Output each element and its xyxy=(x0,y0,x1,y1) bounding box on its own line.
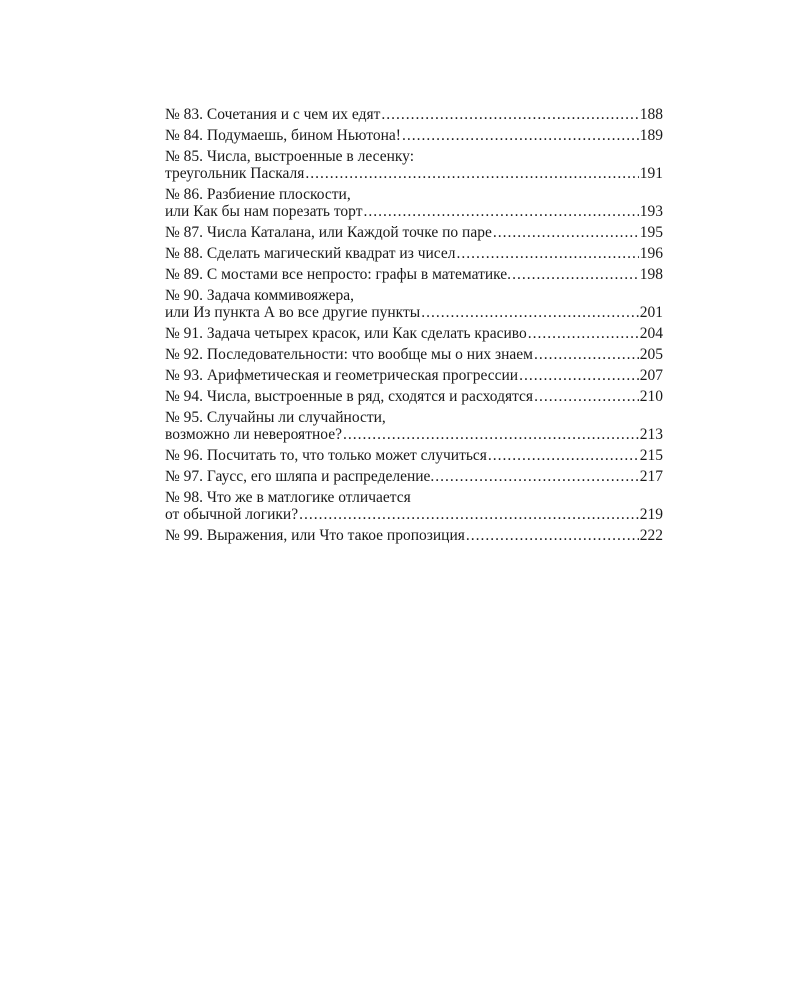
toc-entry xyxy=(165,346,663,363)
toc-entry xyxy=(165,468,663,485)
toc-entry-title: № 89. С мостами все непросто: графы в математике. xyxy=(165,266,512,283)
toc-page-number: 201 xyxy=(639,304,663,321)
dot-leader xyxy=(421,304,639,321)
toc-entry-line xyxy=(165,367,663,384)
toc-page-number: 193 xyxy=(639,203,663,220)
toc-entry-title: или Из пункта А во все другие пункты xyxy=(165,304,421,321)
dot-leader xyxy=(534,388,639,405)
toc-entry xyxy=(165,447,663,464)
dot-leader xyxy=(305,165,638,182)
toc-entry xyxy=(165,224,663,241)
dot-leader xyxy=(493,224,639,241)
dot-leader xyxy=(381,106,638,123)
toc-entry-title: № 95. Случайны ли случайности, xyxy=(165,409,386,426)
toc-entry xyxy=(165,148,663,182)
toc-entry-title: № 97. Гаусс, его шляпа и распределение. xyxy=(165,468,435,485)
toc-entry-title: возможно ли невероятное? xyxy=(165,426,342,443)
toc-entry-title: № 92. Последовательности: что вообще мы о них знаем xyxy=(165,346,533,363)
toc-entry xyxy=(165,325,663,342)
toc-page-number: 198 xyxy=(639,266,663,283)
toc-entry xyxy=(165,287,663,321)
toc-entry xyxy=(165,388,663,405)
toc-entry-title: № 93. Арифметическая и геометрическая прогрессии xyxy=(165,367,519,384)
toc-entry-title: № 84. Подумаешь, бином Ньютона! xyxy=(165,127,401,144)
toc-entry-line xyxy=(165,148,663,165)
toc-entry-line xyxy=(165,266,663,283)
toc-entry-line xyxy=(165,127,663,144)
toc-entry-title: № 91. Задача четырех красок, или Как сделать красиво xyxy=(165,325,527,342)
toc-page-number: 213 xyxy=(639,426,663,443)
toc-entry-line xyxy=(165,447,663,464)
toc-entry-title: треугольник Паскаля xyxy=(165,165,305,182)
toc-page-number: 210 xyxy=(639,388,663,405)
toc-entry-line xyxy=(165,468,663,485)
toc-entry xyxy=(165,409,663,443)
toc-entry-line xyxy=(165,426,663,443)
toc-entry xyxy=(165,527,663,544)
toc-entry-line xyxy=(165,527,663,544)
toc-entry-line xyxy=(165,346,663,363)
toc-page-number: 217 xyxy=(639,468,663,485)
dot-leader xyxy=(343,426,639,443)
toc-entry-title: № 90. Задача коммивояжера, xyxy=(165,287,355,304)
toc-entry-line xyxy=(165,409,663,426)
toc-entry xyxy=(165,106,663,123)
toc-entry-line xyxy=(165,506,663,523)
toc-entry-title: № 98. Что же в матлогике отличается xyxy=(165,489,411,506)
toc-entry-line xyxy=(165,203,663,220)
toc-entry-line xyxy=(165,325,663,342)
toc-entry-title: № 87. Числа Каталана, или Каждой точке по паре xyxy=(165,224,492,241)
toc-entry xyxy=(165,127,663,144)
dot-leader xyxy=(299,506,639,523)
toc-page-number: 204 xyxy=(639,325,663,342)
toc-page-number: 205 xyxy=(639,346,663,363)
toc-entry-title: № 86. Разбиение плоскости, xyxy=(165,186,351,203)
dot-leader xyxy=(466,527,639,544)
toc-page-number: 207 xyxy=(639,367,663,384)
toc-page-number: 196 xyxy=(639,245,663,262)
toc-entry-line xyxy=(165,245,663,262)
toc-page-number: 189 xyxy=(639,127,663,144)
toc-entry-line xyxy=(165,165,663,182)
toc-page-number: 195 xyxy=(639,224,663,241)
dot-leader xyxy=(402,127,639,144)
table-of-contents xyxy=(165,106,663,548)
toc-entry xyxy=(165,489,663,523)
dot-leader xyxy=(528,325,639,342)
toc-entry-line xyxy=(165,489,663,506)
dot-leader xyxy=(519,367,639,384)
toc-entry-line xyxy=(165,388,663,405)
toc-page-number: 222 xyxy=(639,527,663,544)
toc-entry-title: № 83. Сочетания и с чем их едят xyxy=(165,106,381,123)
dot-leader xyxy=(512,266,639,283)
toc-page-number: 188 xyxy=(639,106,663,123)
toc-entry xyxy=(165,266,663,283)
toc-page-number: 215 xyxy=(639,447,663,464)
toc-entry-line xyxy=(165,224,663,241)
toc-entry-title: № 99. Выражения, или Что такое пропозиция xyxy=(165,527,465,544)
toc-entry xyxy=(165,367,663,384)
dot-leader xyxy=(456,245,638,262)
dot-leader xyxy=(363,203,638,220)
toc-entry xyxy=(165,245,663,262)
toc-entry-title: № 88. Сделать магический квадрат из чисел xyxy=(165,245,456,262)
toc-entry-title: от обычной логики? xyxy=(165,506,299,523)
dot-leader xyxy=(534,346,639,363)
toc-page-number: 219 xyxy=(639,506,663,523)
toc-entry-line xyxy=(165,287,663,304)
dot-leader xyxy=(435,468,638,485)
toc-entry xyxy=(165,186,663,220)
dot-leader xyxy=(488,447,639,464)
toc-entry-line xyxy=(165,106,663,123)
toc-page-number: 191 xyxy=(639,165,663,182)
toc-entry-title: № 94. Числа, выстроенные в ряд, сходятся и расходятся xyxy=(165,388,534,405)
toc-entry-title: № 85. Числа, выстроенные в лесенку: xyxy=(165,148,415,165)
toc-entry-title: № 96. Посчитать то, что только может случиться xyxy=(165,447,487,464)
toc-entry-line xyxy=(165,186,663,203)
toc-entry-title: или Как бы нам порезать торт xyxy=(165,203,363,220)
toc-entry-line xyxy=(165,304,663,321)
